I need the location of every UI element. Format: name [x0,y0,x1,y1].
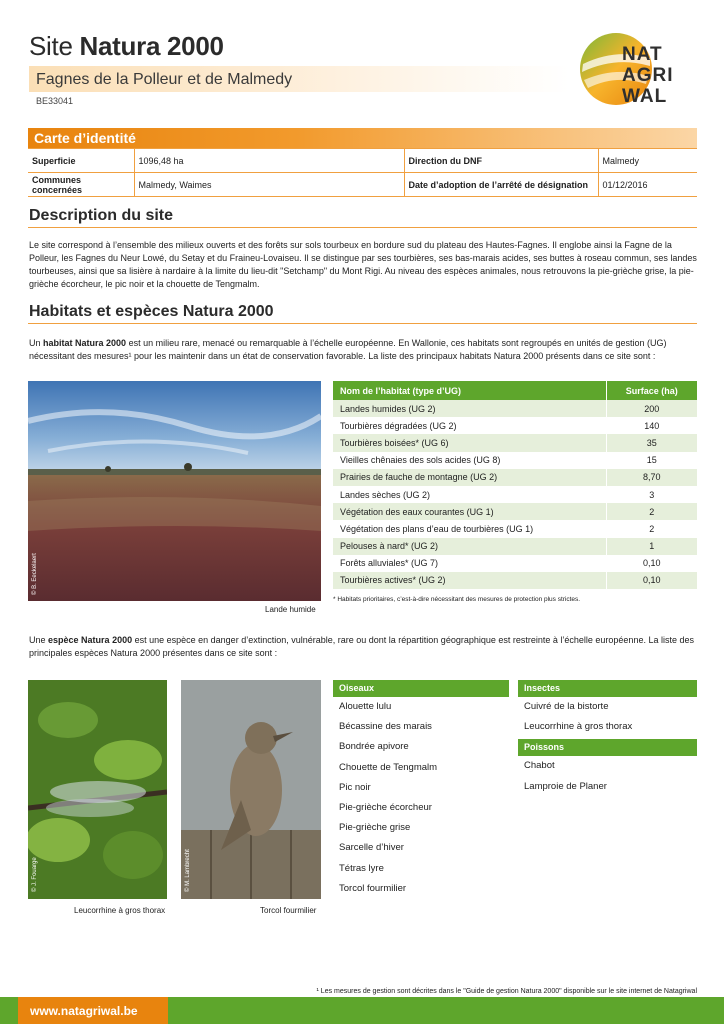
value-communes: Malmedy, Waimes [134,173,404,197]
wryneck-photo [181,680,321,899]
table-row [333,452,697,469]
list-item: Tétras lyre [339,862,384,874]
fish-heading: Poissons [518,739,697,756]
habitats-heading: Habitats et espèces Natura 2000 [29,303,274,320]
col-surface: Surface (ha) [606,381,697,400]
species-intro-bold: espèce Natura 2000 [48,635,133,645]
list-item: Chabot [524,760,555,772]
habitat-name: Landes humides (UG 2) [333,400,606,417]
habitat-area: 0,10 [606,572,697,589]
identity-row [28,149,697,173]
heath-photo [28,381,321,601]
logo-text-3: WAL [622,86,668,107]
table-row [333,538,697,555]
habitat-intro-bold: habitat Natura 2000 [43,338,127,348]
label-dnf: Direction du DNF [404,149,598,173]
habitat-intro-post: est un milieu rare, menacé ou remarquable à l’échelle européenne. En Wallonie, ces habitats sont regroupés en unités de gestion (UG) nécessitant des mesures¹ pour les maintenir dans un état de conservation favorable. La liste des principaux habitats Natura 2000 présents dans ce site sont : [29,338,667,361]
list-item: Bécassine des marais [339,721,432,733]
habitat-area: 35 [606,434,697,451]
photo-credit: © M. Lambrecht [185,849,191,892]
habitat-area: 140 [606,417,697,434]
page-title [29,31,224,62]
habitat-area: 0,10 [606,555,697,572]
value-area: 1096,48 ha [134,149,404,173]
habitat-area: 1 [606,538,697,555]
habitat-area: 3 [606,486,697,503]
species-intro-pre: Une [29,635,46,645]
insects-list [518,680,697,797]
value-dnf: Malmedy [598,149,697,173]
value-date: 01/12/2016 [598,173,697,197]
label-area: Superficie [28,149,134,173]
identity-heading-bar [28,128,697,148]
habitat-area: 2 [606,520,697,537]
table-row [333,400,697,417]
list-item: Leucorrhine à gros thorax [524,721,633,733]
divider [28,227,697,228]
identity-heading: Carte d’identité [34,130,136,146]
habitat-table-note: * Habitats prioritaires, c’est-à-dire nécessitant des mesures de protection plus strictes. [333,596,581,603]
natagriwal-logo [578,26,698,112]
table-row [333,572,697,589]
description-text: Le site correspond à l’ensemble des milieux ouverts et des forêts sur sols tourbeux en bordure sud du plateau des Hautes-Fagnes. Il englobe ainsi la Fagne de la Polleur, les Fagnes du Neur Lowé, du Setay et du Fraineu-Lovaiseu. Il se distingue par ses tourbières, ses bas-marais acides, ses buttes à roseau commun, ses landes tourbeuses, ainsi que sa lisière à nardaire à la limite du lieu-dit "Setchamp" du Mont Rigi. Au niveau des espèces animales, nous retrouvons la pie-grièche grise, la pie-grièche écorcheur, le pic noir et la chouette de Tengmalm. [29,240,697,289]
list-item: Bondrée apivore [339,741,409,753]
divider [28,323,697,324]
list-item: Pie-grièche écorcheur [339,801,432,813]
photo-credit: © B. Eeckelaert [32,553,38,595]
habitat-name: Vieilles chênaies des sols acides (UG 8) [333,452,606,469]
title-prefix: Site [29,31,73,61]
birds-list [333,680,509,899]
species-intro [29,634,698,660]
table-row [333,503,697,520]
identity-row [28,173,697,197]
habitat-area: 2 [606,503,697,520]
list-item: Alouette lulu [339,701,392,712]
identity-table [28,148,697,197]
title-bold: Natura 2000 [79,31,224,61]
insects-heading: Insectes [518,680,697,697]
habitat-name: Tourbières actives* (UG 2) [333,572,606,589]
habitat-table-header [333,381,697,400]
habitat-name: Pelouses à nard* (UG 2) [333,538,606,555]
table-row [333,555,697,572]
list-item: Chouette de Tengmalm [339,761,438,773]
photo-credit: © J. Fouarge [32,857,38,892]
footnote: ¹ Les mesures de gestion sont décrites dans le "Guide de gestion Natura 2000" disponible sur le site internet de Natagriwal [316,988,697,995]
habitat-name: Tourbières dégradées (UG 2) [333,417,606,434]
logo-text-1: NAT [622,44,663,65]
habitat-area: 8,70 [606,469,697,486]
habitat-table [333,381,697,589]
table-row [333,469,697,486]
description-heading: Description du site [29,207,174,224]
site-code: BE33041 [36,96,74,106]
habitat-area: 15 [606,452,697,469]
habitat-name: Landes sèches (UG 2) [333,486,606,503]
habitat-name: Forêts alluviales* (UG 7) [333,555,606,572]
table-row [333,520,697,537]
habitat-intro [29,337,698,363]
species-intro-post: est une espèce en danger d’extinction, vulnérable, rare ou dont la répartition géographique est restreinte à l’échelle européenne. La liste des principales espèces Natura 2000 présentes dans ce site sont : [29,635,694,658]
label-date: Date d’adoption de l’arrêté de désignation [404,173,598,197]
logo-text-2: AGRI [622,65,674,86]
habitat-name: Prairies de fauche de montagne (UG 2) [333,469,606,486]
site-name: Fagnes de la Polleur et de Malmedy [36,71,293,88]
website-link[interactable]: www.natagriwal.be [30,1004,138,1018]
list-item: Cuivré de la bistorte [524,701,609,712]
habitat-area: 200 [606,400,697,417]
dragonfly-caption: Leucorrhine à gros thorax [74,906,166,915]
habitat-name: Végétation des eaux courantes (UG 1) [333,503,606,520]
table-row [333,486,697,503]
dragonfly-photo [28,680,167,899]
wryneck-caption: Torcol fourmilier [260,906,317,915]
list-item: Sarcelle d’hiver [339,842,404,854]
label-communes: Communes concernées [28,173,134,197]
birds-heading: Oiseaux [333,680,509,697]
col-habitat-name: Nom de l’habitat (type d’UG) [333,381,606,400]
list-item: Pie-grièche grise [339,822,411,834]
table-row [333,434,697,451]
list-item: Lamproie de Planer [524,780,607,792]
habitat-intro-pre: Un [29,338,41,348]
list-item: Torcol fourmilier [339,882,407,894]
habitat-name: Tourbières boisées* (UG 6) [333,434,606,451]
habitat-name: Végétation des plans d’eau de tourbières (UG 1) [333,520,606,537]
heath-photo-caption: Lande humide [265,605,316,614]
list-item: Pic noir [339,781,371,793]
table-row [333,417,697,434]
